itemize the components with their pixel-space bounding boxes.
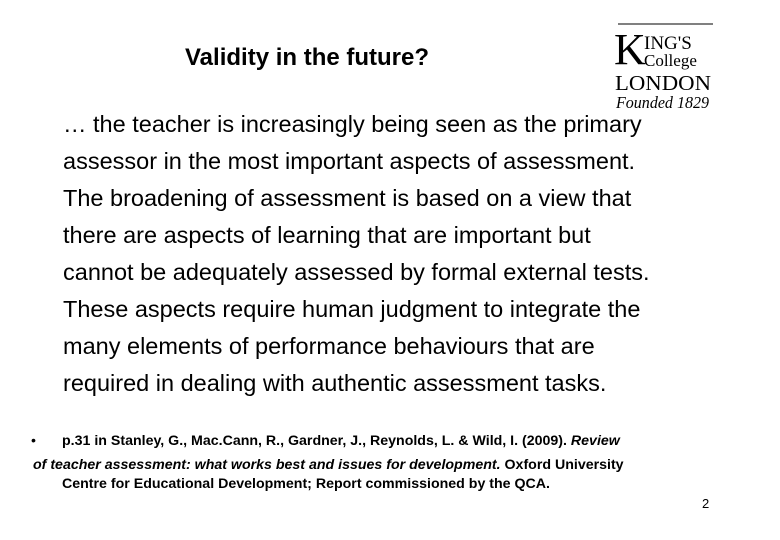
quote-line: cannot be adequately assessed by formal external tests.	[63, 259, 650, 285]
quote-text	[63, 106, 768, 402]
quote-line: These aspects require human judgment to integrate the	[63, 296, 641, 322]
reference-text: p.31 in Stanley, G., Mac.Cann, R., Gardner, J., Reynolds, L. & Wild, I. (2009).	[62, 433, 567, 449]
page-number: 2	[702, 496, 710, 511]
kings-college-london-logo	[612, 20, 716, 112]
reference-line-1	[62, 432, 620, 450]
slide-title: Validity in the future?	[185, 44, 430, 71]
quote-line: … the teacher is increasingly being seen as the primary	[63, 111, 642, 137]
logo-kings: ING'S	[644, 33, 692, 54]
quote-line: The broadening of assessment is based on a view that	[63, 185, 632, 211]
logo-london: LONDON	[615, 71, 711, 95]
reference-title: Review	[570, 433, 620, 449]
quote-line: assessor in the most important aspects of assessment.	[63, 148, 636, 174]
reference-text: Centre for Educational Development; Report commissioned by the QCA.	[62, 476, 550, 492]
reference-title: of teacher assessment: what works best and issues for development.	[33, 457, 501, 473]
logo-college: College	[644, 51, 697, 70]
bullet-marker: •	[31, 433, 36, 449]
reference-line-3	[62, 475, 550, 493]
reference-text: Oxford University	[504, 457, 624, 473]
logo-initial: K	[614, 25, 646, 74]
reference-line-2	[33, 456, 624, 474]
quote-line: there are aspects of learning that are important but	[63, 222, 591, 248]
logo-founded: Founded 1829	[615, 93, 710, 112]
quote-line: required in dealing with authentic assessment tasks.	[63, 370, 607, 396]
quote-line: many elements of performance behaviours that are	[63, 333, 595, 359]
